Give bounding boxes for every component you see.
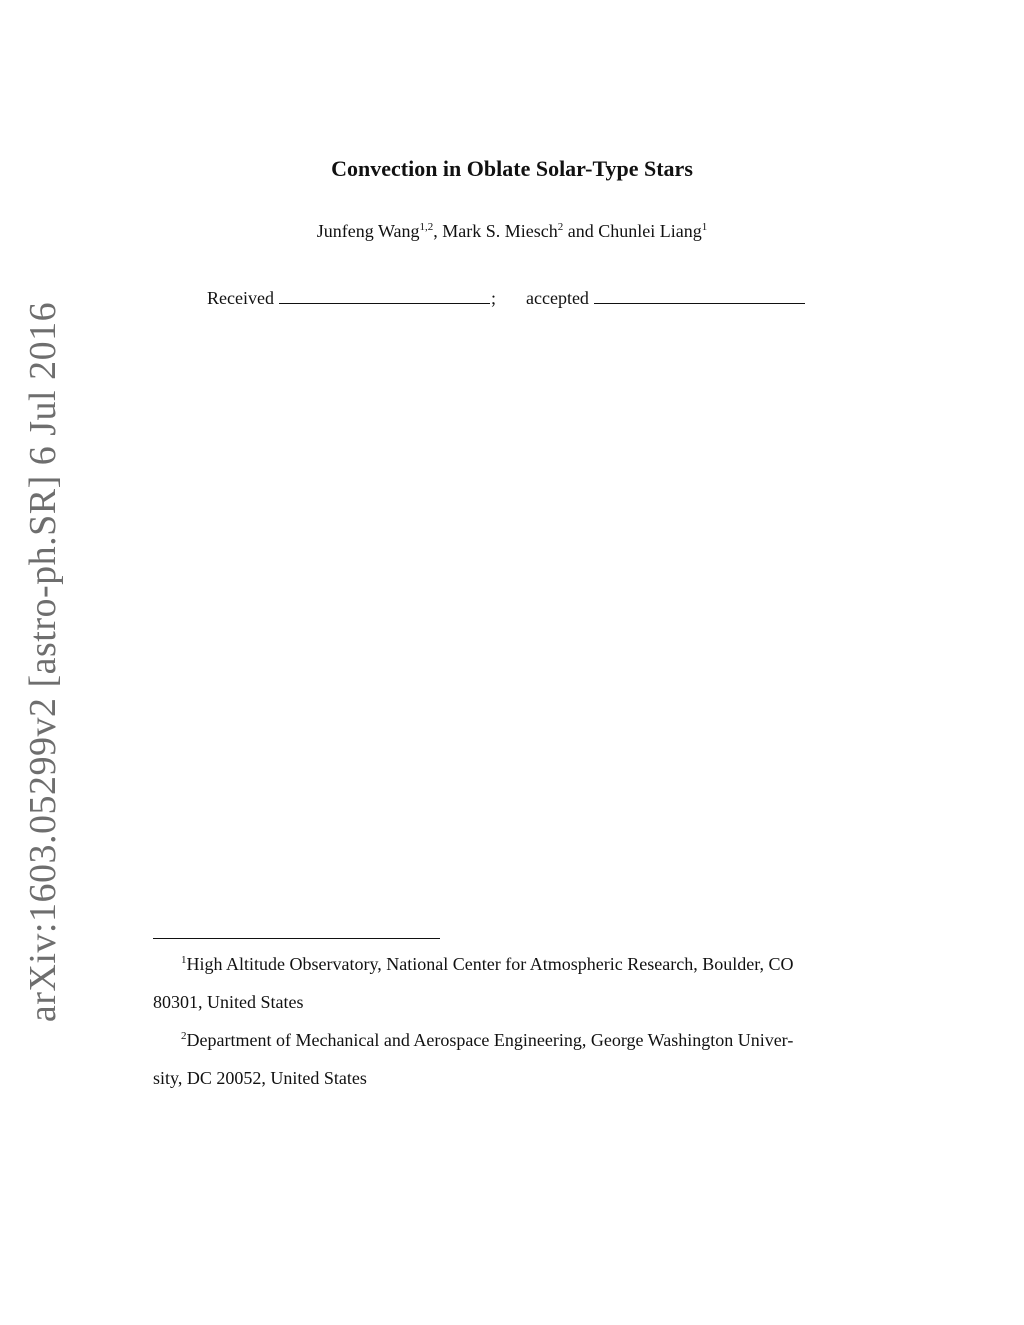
- received-separator: ;: [490, 288, 496, 308]
- footnote-mark: 1: [181, 954, 187, 966]
- footnote-continuation-line: sity, DC 20052, United States: [153, 1068, 367, 1088]
- accepted-label: accepted: [525, 288, 589, 308]
- paper-title: Convection in Oblate Solar-Type Stars: [331, 156, 693, 181]
- author-separator: and: [563, 221, 599, 241]
- footnote-first-line: [153, 945, 871, 983]
- footnote-mark: 2: [181, 1030, 187, 1042]
- author-list: [0, 221, 1024, 242]
- accepted-date-blank: [594, 291, 805, 304]
- affiliation-footnote: [153, 1021, 871, 1097]
- author-affiliation-mark: 2: [557, 221, 564, 233]
- author-affiliation-mark: 1,2: [419, 221, 434, 233]
- arxiv-identifier-stamp: arXiv:1603.05299v2 [astro-ph.SR] 6 Jul 2016: [22, 301, 64, 1023]
- footnote-first-line: [153, 1021, 871, 1059]
- author-separator: ,: [433, 221, 443, 241]
- footnote-text: High Altitude Observatory, National Center for Atmospheric Research, Boulder, CO: [186, 954, 794, 974]
- received-accepted-line: [207, 288, 805, 309]
- received-date-blank: [279, 291, 490, 304]
- author-affiliation-mark: 1: [701, 221, 708, 233]
- affiliation-footnote: [153, 945, 871, 1021]
- footnote-continuation-line: 80301, United States: [153, 992, 304, 1012]
- received-label: Received: [207, 288, 274, 308]
- footnote-text: Department of Mechanical and Aerospace Engineering, George Washington Univer-: [186, 1030, 794, 1050]
- footnote-divider: [153, 938, 440, 939]
- author-name: Chunlei Liang: [598, 221, 702, 241]
- author-name: Mark S. Miesch: [442, 221, 558, 241]
- author-name: Junfeng Wang: [316, 221, 420, 241]
